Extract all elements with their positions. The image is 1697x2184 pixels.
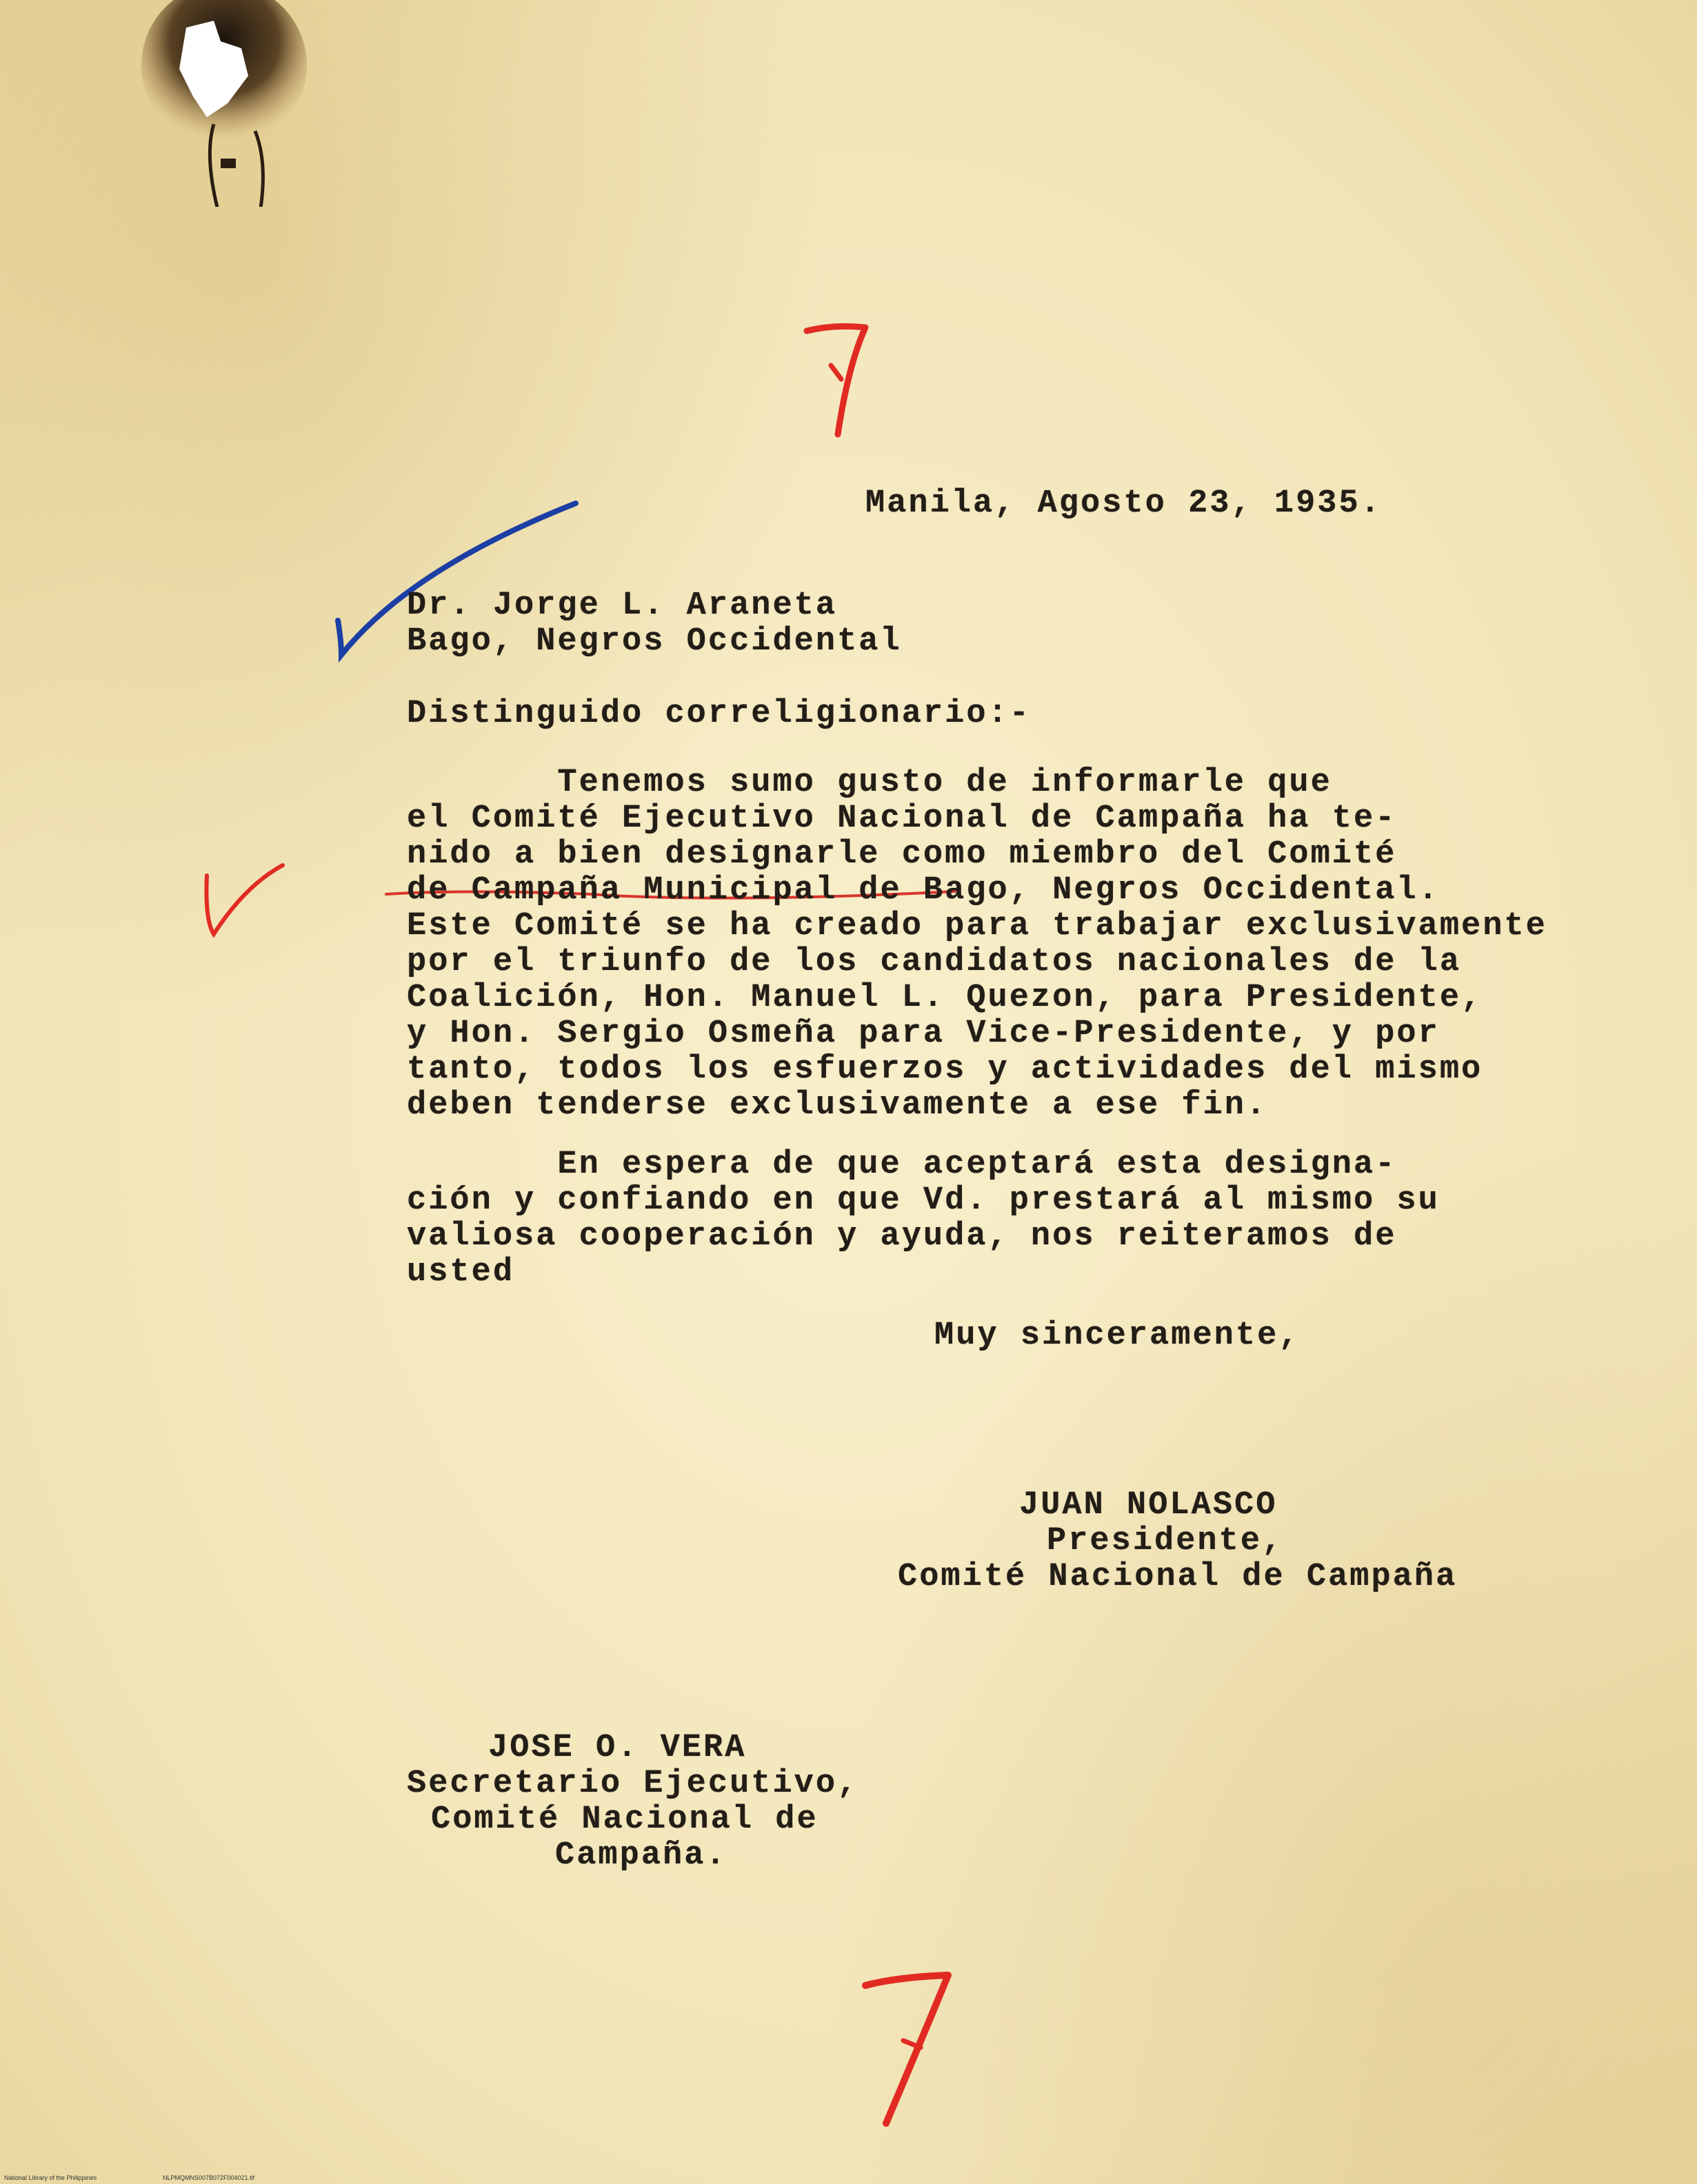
paragraph-line: Este Comité se ha creado para trabajar exclusivamente <box>407 908 1547 944</box>
paragraph-line: Tenemos sumo gusto de informarle que <box>407 765 1332 801</box>
footer-filename: NLPMQMNS007B072F004021.tif <box>163 2174 255 2181</box>
secretary-org-line2: Campaña. <box>555 1837 727 1874</box>
burn-damage <box>138 0 317 207</box>
paragraph-line: por el triunfo de los candidatos nacionales de la <box>407 944 1462 980</box>
paragraph-line: Coalición, Hon. Manuel L. Quezon, para Presidente, <box>407 980 1483 1016</box>
paragraph-line: deben tenderse exclusivamente a ese fin. <box>407 1087 1268 1124</box>
recipient-location: Bago, Negros Occidental <box>407 623 902 660</box>
date-line: Manila, Agosto 23, 1935. <box>865 485 1382 522</box>
paragraph-line: y Hon. Sergio Osmeña para Vice-Presidente, y por <box>407 1015 1440 1052</box>
secretary-org-line1: Comité Nacional de <box>431 1801 819 1838</box>
red-page-number-top <box>800 303 876 441</box>
signatory-org: Comité Nacional de Campaña <box>898 1559 1458 1595</box>
paragraph-line: usted <box>407 1254 515 1291</box>
paragraph-line: ción y confiando en que Vd. prestará al mismo su <box>407 1182 1440 1219</box>
secretary-name: JOSE O. VERA <box>488 1730 747 1766</box>
footer-credit: National Library of the Philippines <box>4 2174 97 2181</box>
paragraph-line: valiosa cooperación y ayuda, nos reiteramos de <box>407 1218 1397 1255</box>
signatory-title: Presidente, <box>1047 1523 1284 1559</box>
paragraph-line: tanto, todos los esfuerzos y actividades del mismo <box>407 1051 1483 1088</box>
paragraph-line: nido a bien designarle como miembro del Comité <box>407 836 1397 873</box>
red-check-mark <box>197 855 293 951</box>
recipient-name: Dr. Jorge L. Araneta <box>407 587 838 624</box>
closing: Muy sinceramente, <box>934 1317 1301 1354</box>
salutation: Distinguido correligionario:- <box>407 696 1031 732</box>
secretary-title: Secretario Ejecutivo, <box>407 1766 859 1802</box>
paragraph-line: de Campaña Municipal de Bago, Negros Occidental. <box>407 872 1440 909</box>
paragraph-line: el Comité Ejecutivo Nacional de Campaña ha te- <box>407 800 1397 837</box>
red-page-number-bottom <box>855 1958 958 2130</box>
signatory-name: JUAN NOLASCO <box>1019 1487 1278 1524</box>
paragraph-line: En espera de que aceptará esta designa- <box>407 1146 1397 1183</box>
